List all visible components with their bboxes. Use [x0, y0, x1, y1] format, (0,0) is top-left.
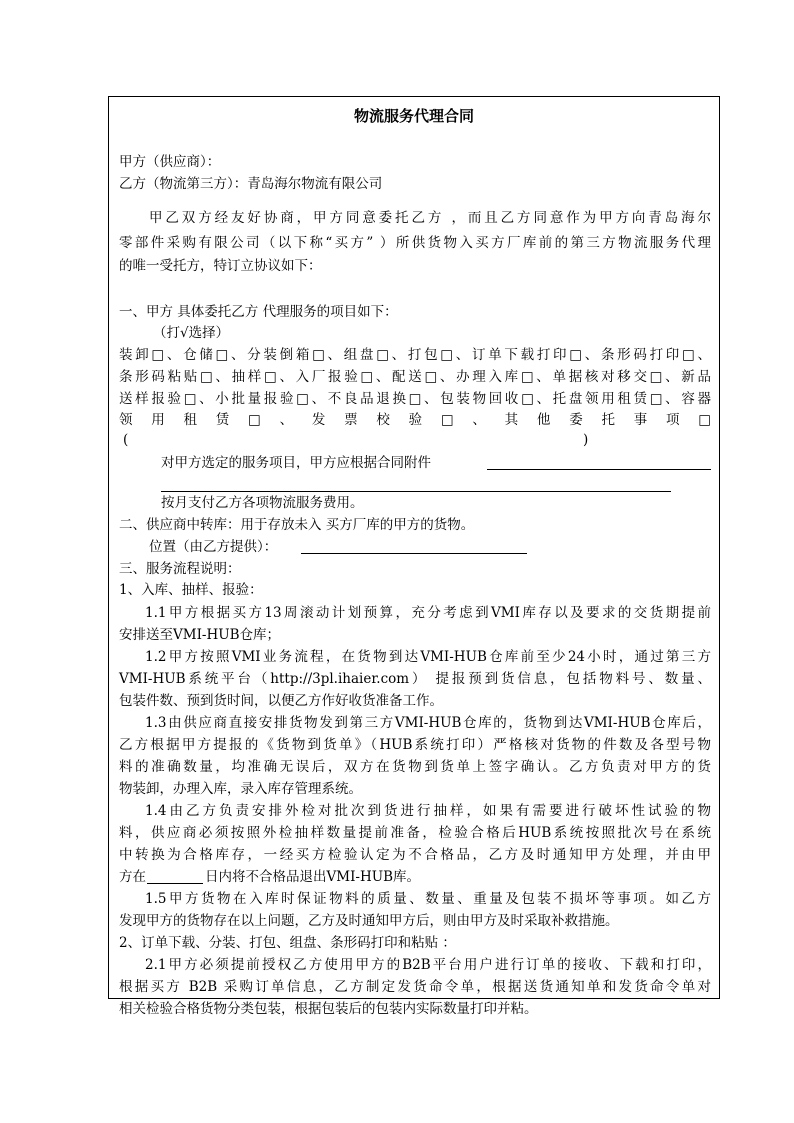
service-items-line: 条形码粘贴□、抽样□、入厂报验□、配送□、办理入库□、单据核对移交□、新品 [119, 369, 711, 385]
clause-line: 2.1甲方必须提前授权乙方使用甲方的B2B平台用户进行订单的接收、下载和打印， [145, 957, 711, 973]
selection-note: （打√选择） [153, 325, 230, 341]
service-items-line: 送样报验□、小批量报验□、不良品退换□、包装物回收□、托盘领用租赁□、容器 [119, 391, 711, 407]
clause-line: 1.1甲方根据买方13周滚动计划预算，充分考虑到VMI库存以及要求的交货期提前 [145, 605, 711, 621]
clause-line: 物装卸，办理入库，录入库存管理系统。 [119, 781, 362, 797]
section-heading: 一、甲方 具体委托乙方 代理服务的项目如下： [119, 304, 398, 320]
attachment-blank-line[interactable] [161, 491, 671, 492]
clause-line: 乙方根据甲方提报的《货物到货单》（HUB系统打印）严格核对货物的件数及各型号物 [119, 737, 711, 753]
party-b-line: 乙方（物流第三方）：青岛海尔物流有限公司 [119, 176, 383, 192]
clause-line: 发现甲方的货物存在以上问题，乙方及时通知甲方后，则由甲方及时采取补救措施。 [119, 913, 619, 929]
clause-line: 相关检验合格货物分类包装，根据包装后的包装内实际数量打印并粘。 [119, 1001, 538, 1017]
service-items-line: 装卸□、仓储□、分装倒箱□、组盘□、打包□、订单下载打印□、条形码打印□、 [119, 347, 711, 363]
clause-line: 料，供应商必须按照外检抽样数量提前准备，检验合格后HUB系统按照批次号在系统 [119, 825, 711, 841]
clause-line: 包装件数、预到货时间，以便乙方作好收货准备工作。 [119, 693, 443, 709]
clause-line: 1.2甲方按照VMI业务流程，在货物到达VMI-HUB仓库前至少24小时，通过第三方 [145, 649, 711, 665]
clause-line: 1.3由供应商直接安排货物发到第三方VMI-HUB仓库的，货物到达VMI-HUB仓库后， [145, 715, 711, 731]
intro-line: 的唯一受托方，特订立协议如下： [119, 258, 322, 274]
section-heading: 三、服务流程说明： [119, 561, 241, 577]
clause-line: VMI-HUB系统平台（http://3pl.ihaier.com） 提报预到货信息，包括物料号、数量、 [119, 671, 711, 687]
contract-title: 物流服务代理合同 [353, 107, 474, 125]
other-items-paren-close: ) [583, 432, 589, 448]
clause-line: 根据买方 B2B 采购订单信息，乙方制定发货命令单，根据送货通知单和发货命令单对 [119, 979, 711, 995]
party-a-line: 甲方（供应商）： [119, 154, 221, 170]
other-items-paren-open: ( [123, 432, 129, 448]
subsection-heading: 2、订单下载、分装、打包、组盘、条形码打印和粘贴 ： [119, 935, 456, 951]
payment-clause: 对甲方选定的服务项目，甲方应根据合同附件 [161, 455, 431, 471]
days-blank-line[interactable] [147, 883, 203, 884]
clause-line: 1.4由乙方负责安排外检对批次到货进行抽样，如果有需要进行破坏性试验的物 [145, 803, 711, 819]
clause-line: 料的准确数量，均准确无误后，双方在货物到货单上签字确认。乙方负责对甲方的货 [119, 759, 711, 775]
attachment-blank-line[interactable] [487, 469, 711, 470]
warehouse-location-label: 位置（由乙方提供）： [149, 539, 278, 555]
section-heading: 二、供应商中转库：用于存放未入 买方厂库的甲方的货物。 [119, 517, 475, 533]
clause-line: 1.5甲方货物在入库时保证物料的质量、数量、重量及包装不损坏等事项。如乙方 [145, 891, 711, 907]
service-items-line: 领用租赁□、发票校验□、其他委托事项□ [119, 412, 711, 428]
clause-line: 日内将不合格品退出VMI-HUB库。 [205, 869, 421, 885]
payment-clause: 按月支付乙方各项物流服务费用。 [161, 495, 364, 511]
clause-line: 安排送至VMI-HUB仓库； [119, 627, 281, 643]
intro-line: 零部件采购有限公司（以下称“买方” ）所供货物入买方厂库前的第三方物流服务代理 [119, 235, 711, 251]
clause-line: 中转换为合格库存，一经买方检验认定为不合格品，乙方及时通知甲方处理，并由甲 [119, 847, 711, 863]
intro-line: 甲乙双方经友好协商，甲方同意委托乙方 ，而且乙方同意作为甲方向青岛海尔 [149, 210, 711, 226]
clause-line: 方在 [119, 869, 146, 885]
contract-frame [108, 96, 720, 1017]
location-blank-line[interactable] [301, 553, 527, 554]
subsection-heading: 1、入库、抽样、报验： [119, 582, 263, 598]
